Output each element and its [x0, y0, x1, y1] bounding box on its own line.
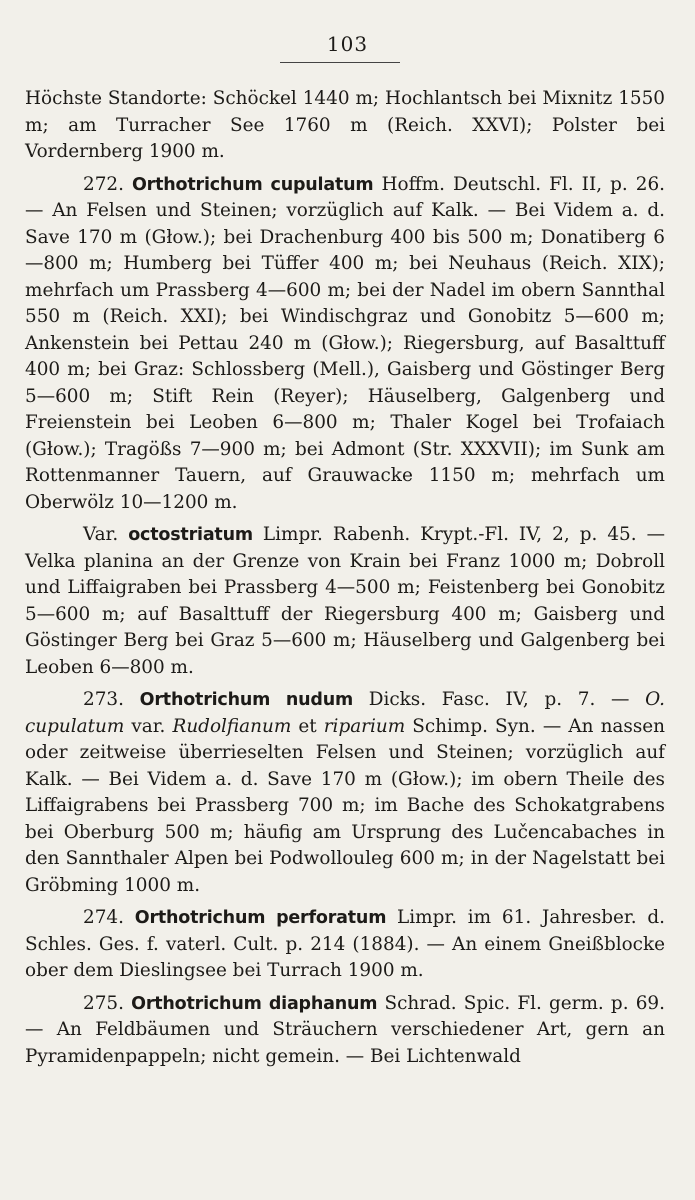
entry-text-part: Dicks. Fasc. IV, p. 7. —: [353, 689, 646, 710]
variety-octostriatum: [25, 522, 665, 681]
intro-paragraph: [25, 86, 665, 166]
entry-species: perforatum: [276, 908, 387, 928]
entry-number: 273.: [83, 689, 124, 710]
synonym-italic: O. cupulatum: [25, 689, 665, 737]
entry-273: [25, 687, 665, 899]
entry-272: [25, 172, 665, 517]
intro-text: Höchste Standorte: Schöckel 1440 m; Hochlantsch bei Mixnitz 1550 m; am Turracher See 1760 m (Reich. XXVI); Polster bei Vordernberg 1900 m.: [25, 88, 665, 162]
variety-text: Limpr. Rabenh. Krypt.-Fl. IV, 2, p. 45. — Velka planina an der Grenze von Krain bei Franz 1000 m; Dobroll und Liffaigraben bei Prassberg 4—500 m; Feistenberg bei Gonobitz 5—600 m; auf Basalttuff der Riegersburg 400 m; Gaisberg und Göstinger Berg bei Graz 5—600 m; Häuselberg und Galgenberg bei Leoben 6—800 m.: [25, 524, 665, 678]
entry-text-part: et: [291, 715, 324, 737]
entry-text: Schrad. Spic. Fl. germ. p. 69. — An Feldbäumen und Sträuchern verschiedener Art, gern an Pyramidenpappeln; nicht gemein. — Bei Lichtenwald: [25, 992, 665, 1067]
entry-genus: Orthotrichum: [139, 690, 271, 710]
entry-species: nudum: [285, 690, 354, 710]
header-rule: [280, 62, 400, 63]
entry-genus: Orthotrichum: [131, 993, 262, 1014]
entry-275: [25, 991, 665, 1071]
entry-species: diaphanum: [268, 993, 378, 1014]
synonym-italic: Rudolfianum: [172, 715, 292, 737]
entry-species: cupulatum: [270, 174, 374, 195]
variety-prefix: Var.: [83, 524, 119, 545]
page-number: 103: [326, 32, 369, 56]
entry-text: Hoffm. Deutschl. Fl. II, p. 26. — An Felsen und Steinen; vorzüglich auf Kalk. — Bei Videm a. d. Save 170 m (Głow.); bei Drachenburg 400 bis 500 m; Donatiberg 6—800 m; Humberg bei Tüffer 400 m; bei Neuhaus (Reich. XIX); mehrfach um Prassberg 4—600 m; bei der Nadel im obern Sannthal 550 m (Reich. XXI); bei Windischgraz und Gonobitz 5—600 m; Ankenstein bei Pettau 240 m (Głow.); Riegersburg, auf Basalttuff 400 m; bei Graz: Schlossberg (Mell.), Gaisberg und Göstinger Berg 5—600 m; Stift Rein (Reyer); Häuselberg, Galgenberg und Freienstein bei Leoben 6—800 m; Thaler Kogel bei Trofaiach (Głow.); Tragößs 7—900 m; bei Admont (Str. XXXVII); im Sunk am Rottenmanner Tauern, auf Grauwacke 1150 m; mehrfach um Oberwölz 10—1200 m.: [25, 173, 665, 513]
page-body: [25, 86, 665, 1070]
entry-number: 275.: [83, 992, 124, 1014]
variety-name: octostriatum: [128, 525, 253, 545]
entry-number: 272.: [83, 173, 124, 195]
entry-text-part: Schimp. Syn. — An nassen oder zeitweise überrieselten Felsen und Steinen; vorzüglich auf Kalk. — Bei Videm a. d. Save 170 m (Głow.); im obern Theile des Liffaigrabens bei Prassberg 700 m; im Bache des Schokatgrabens bei Oberburg 500 m; häufig am Ursprung des Lučencabaches in den Sannthaler Alpen bei Podwollouleg 600 m; in der Nagelstatt bei Gröbming 1000 m.: [25, 715, 665, 896]
entry-genus: Orthotrichum: [134, 908, 266, 928]
entry-genus: Orthotrichum: [132, 174, 263, 195]
entry-274: [25, 905, 665, 985]
entry-number: 274.: [83, 907, 124, 928]
entry-text: Limpr. im 61. Jahresber. d. Schles. Ges. f. vaterl. Cult. p. 214 (1884). — An einem Gneißblocke ober dem Dieslingsee bei Turrach 1900 m.: [25, 907, 665, 981]
entry-text-part: var.: [124, 715, 173, 737]
synonym-italic: riparium: [323, 715, 406, 737]
